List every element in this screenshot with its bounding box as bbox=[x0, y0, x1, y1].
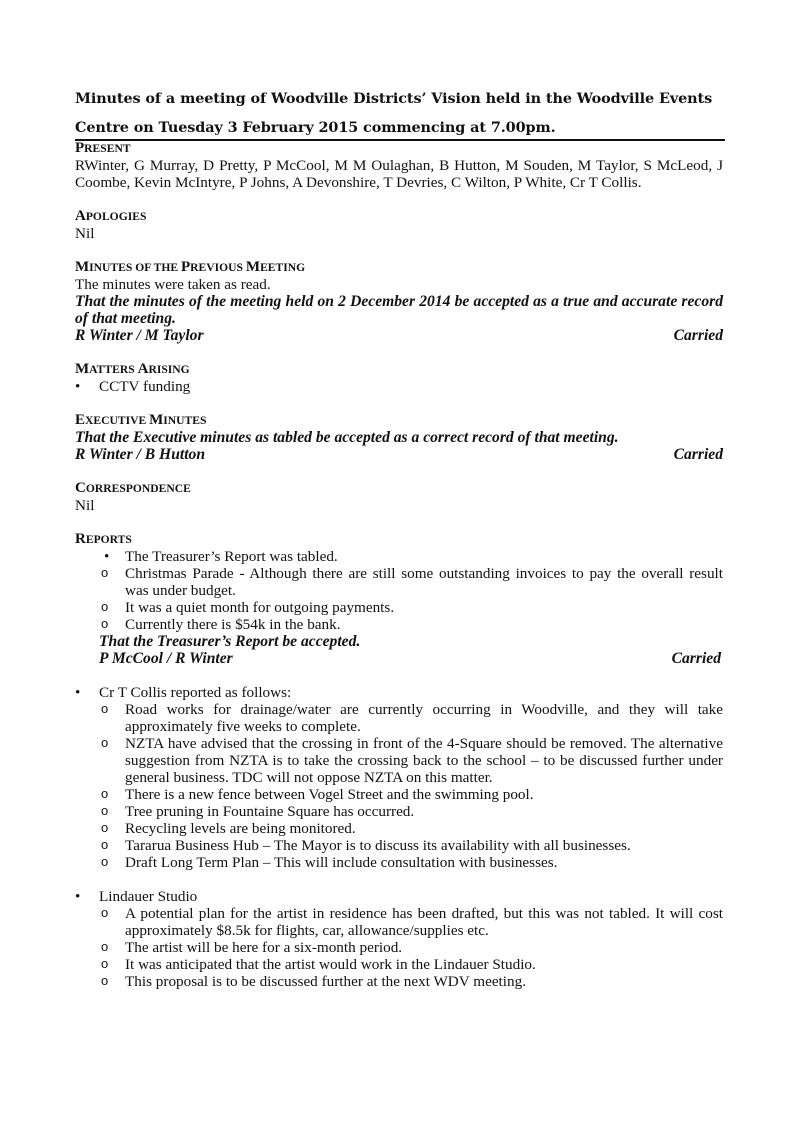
heading-present: PRESENT bbox=[75, 140, 131, 156]
minutes-body bbox=[75, 140, 723, 990]
collis-report bbox=[75, 684, 723, 871]
treasurer-mover-row bbox=[75, 650, 723, 667]
lindauer-report bbox=[75, 888, 723, 990]
heading-reports: REPORTS bbox=[75, 531, 132, 547]
list-item: o Tararua Business Hub – The Mayor is to discuss its availability with all businesses. bbox=[99, 837, 723, 854]
section-apologies bbox=[75, 208, 723, 242]
list-item: o It was anticipated that the artist would work in the Lindauer Studio. bbox=[99, 956, 723, 973]
treasurer-movers: P McCool / R Winter bbox=[99, 650, 233, 667]
section-present bbox=[75, 140, 723, 191]
treasurer-motion: That the Treasurer’s Report be accepted. bbox=[99, 633, 361, 650]
previous-minutes-motion: That the minutes of the meeting held on 2 December 2014 be accepted as a true and accurate record of that meeting. bbox=[75, 293, 723, 327]
list-item: o Road works for drainage/water are currently occurring in Woodville, and they will take approximately five weeks to complete. bbox=[99, 701, 723, 735]
lindauer-intro: • Lindauer Studio o A potential plan for the artist in residence has been drafted, but this was not tabled. It will cost approximately $8.5k for flights, car, allowance/supplies etc. o The artist will be here for a six-month period. o It was anticipated that the artist would work in the Lindauer Studio. o This proposal is to be discussed further at the next WDV meeting. bbox=[75, 888, 723, 990]
document-title bbox=[75, 84, 723, 142]
treasurer-report-list bbox=[75, 548, 723, 633]
title-line-2: Centre on Tuesday 3 February 2015 commencing at 7.00pm. bbox=[75, 119, 556, 136]
previous-minutes-mover-row bbox=[75, 327, 723, 344]
section-previous-minutes bbox=[75, 259, 723, 344]
previous-minutes-movers: R Winter / M Taylor bbox=[75, 327, 204, 344]
executive-minutes-result: Carried bbox=[673, 446, 723, 463]
executive-minutes-motion: That the Executive minutes as tabled be accepted as a correct record of that meeting. bbox=[75, 429, 619, 446]
list-item: o It was a quiet month for outgoing payments. bbox=[99, 599, 723, 616]
heading-previous-minutes: MINUTES OF THE PREVIOUS MEETING bbox=[75, 259, 306, 275]
heading-apologies: APOLOGIES bbox=[75, 208, 147, 224]
title-line-1: Minutes of a meeting of Woodville Districts’ Vision held in the Woodville Events bbox=[75, 90, 713, 107]
section-reports bbox=[75, 531, 723, 990]
heading-correspondence: CORRESPONDENCE bbox=[75, 480, 191, 496]
collis-intro: • Cr T Collis reported as follows: o Road works for drainage/water are currently occurring in Woodville, and they will take approximately five weeks to complete. o NZTA have advised that the crossing in front of the 4-Square should be removed. The alternative suggestion from NZTA is to take the crossing back to the school – to be discussed further under general business. TDC will not oppose NZTA on this matter. o There is a new fence between Vogel Street and the swimming pool. o Tree pruning in Fountaine Square has occurred. o Recycling levels are being monitored. o Tararua Business Hub – The Mayor is to discuss its availability with all businesses. o Draft Long Term Plan – This will include consultation with businesses. bbox=[75, 684, 723, 871]
list-item: o The artist will be here for a six-month period. bbox=[99, 939, 723, 956]
list-item: o This proposal is to be discussed further at the next WDV meeting. bbox=[99, 973, 723, 990]
list-item: • CCTV funding bbox=[75, 378, 723, 395]
list-item: o Currently there is $54k in the bank. bbox=[99, 616, 723, 633]
section-executive-minutes bbox=[75, 412, 723, 463]
executive-minutes-movers: R Winter / B Hutton bbox=[75, 446, 205, 463]
apologies-text: Nil bbox=[75, 225, 95, 242]
treasurer-result: Carried bbox=[671, 650, 721, 667]
list-item: o Draft Long Term Plan – This will include consultation with businesses. bbox=[99, 854, 723, 871]
previous-minutes-result: Carried bbox=[673, 327, 723, 344]
present-list: RWinter, G Murray, D Pretty, P McCool, M M Oulaghan, B Hutton, M Souden, M Taylor, S McLeod, J Coombe, Kevin McIntyre, P Johns, A Devonshire, T Devries, C Wilton, P White, Cr T Collis. bbox=[75, 157, 723, 191]
lindauer-items bbox=[99, 905, 723, 990]
section-matters-arising bbox=[75, 361, 723, 395]
collis-items bbox=[99, 701, 723, 871]
heading-executive-minutes: EXECUTIVE MINUTES bbox=[75, 412, 207, 428]
list-item: o There is a new fence between Vogel Street and the swimming pool. bbox=[99, 786, 723, 803]
list-item: o NZTA have advised that the crossing in front of the 4-Square should be removed. The alternative suggestion from NZTA is to take the crossing back to the school – to be discussed further under general business. TDC will not oppose NZTA on this matter. bbox=[99, 735, 723, 786]
executive-minutes-mover-row bbox=[75, 446, 723, 463]
list-item: o A potential plan for the artist in residence has been drafted, but this was not tabled. It will cost approximately $8.5k for flights, car, allowance/supplies etc. bbox=[99, 905, 723, 939]
matters-arising-list bbox=[75, 378, 723, 395]
heading-matters-arising: MATTERS ARISING bbox=[75, 361, 190, 377]
section-correspondence bbox=[75, 480, 723, 514]
correspondence-text: Nil bbox=[75, 497, 95, 514]
list-item: o Tree pruning in Fountaine Square has occurred. bbox=[99, 803, 723, 820]
list-item: • The Treasurer’s Report was tabled. bbox=[99, 548, 723, 565]
list-item: o Christmas Parade - Although there are still some outstanding invoices to pay the overall result was under budget. bbox=[99, 565, 723, 599]
list-item: o Recycling levels are being monitored. bbox=[99, 820, 723, 837]
previous-minutes-text: The minutes were taken as read. bbox=[75, 276, 271, 293]
